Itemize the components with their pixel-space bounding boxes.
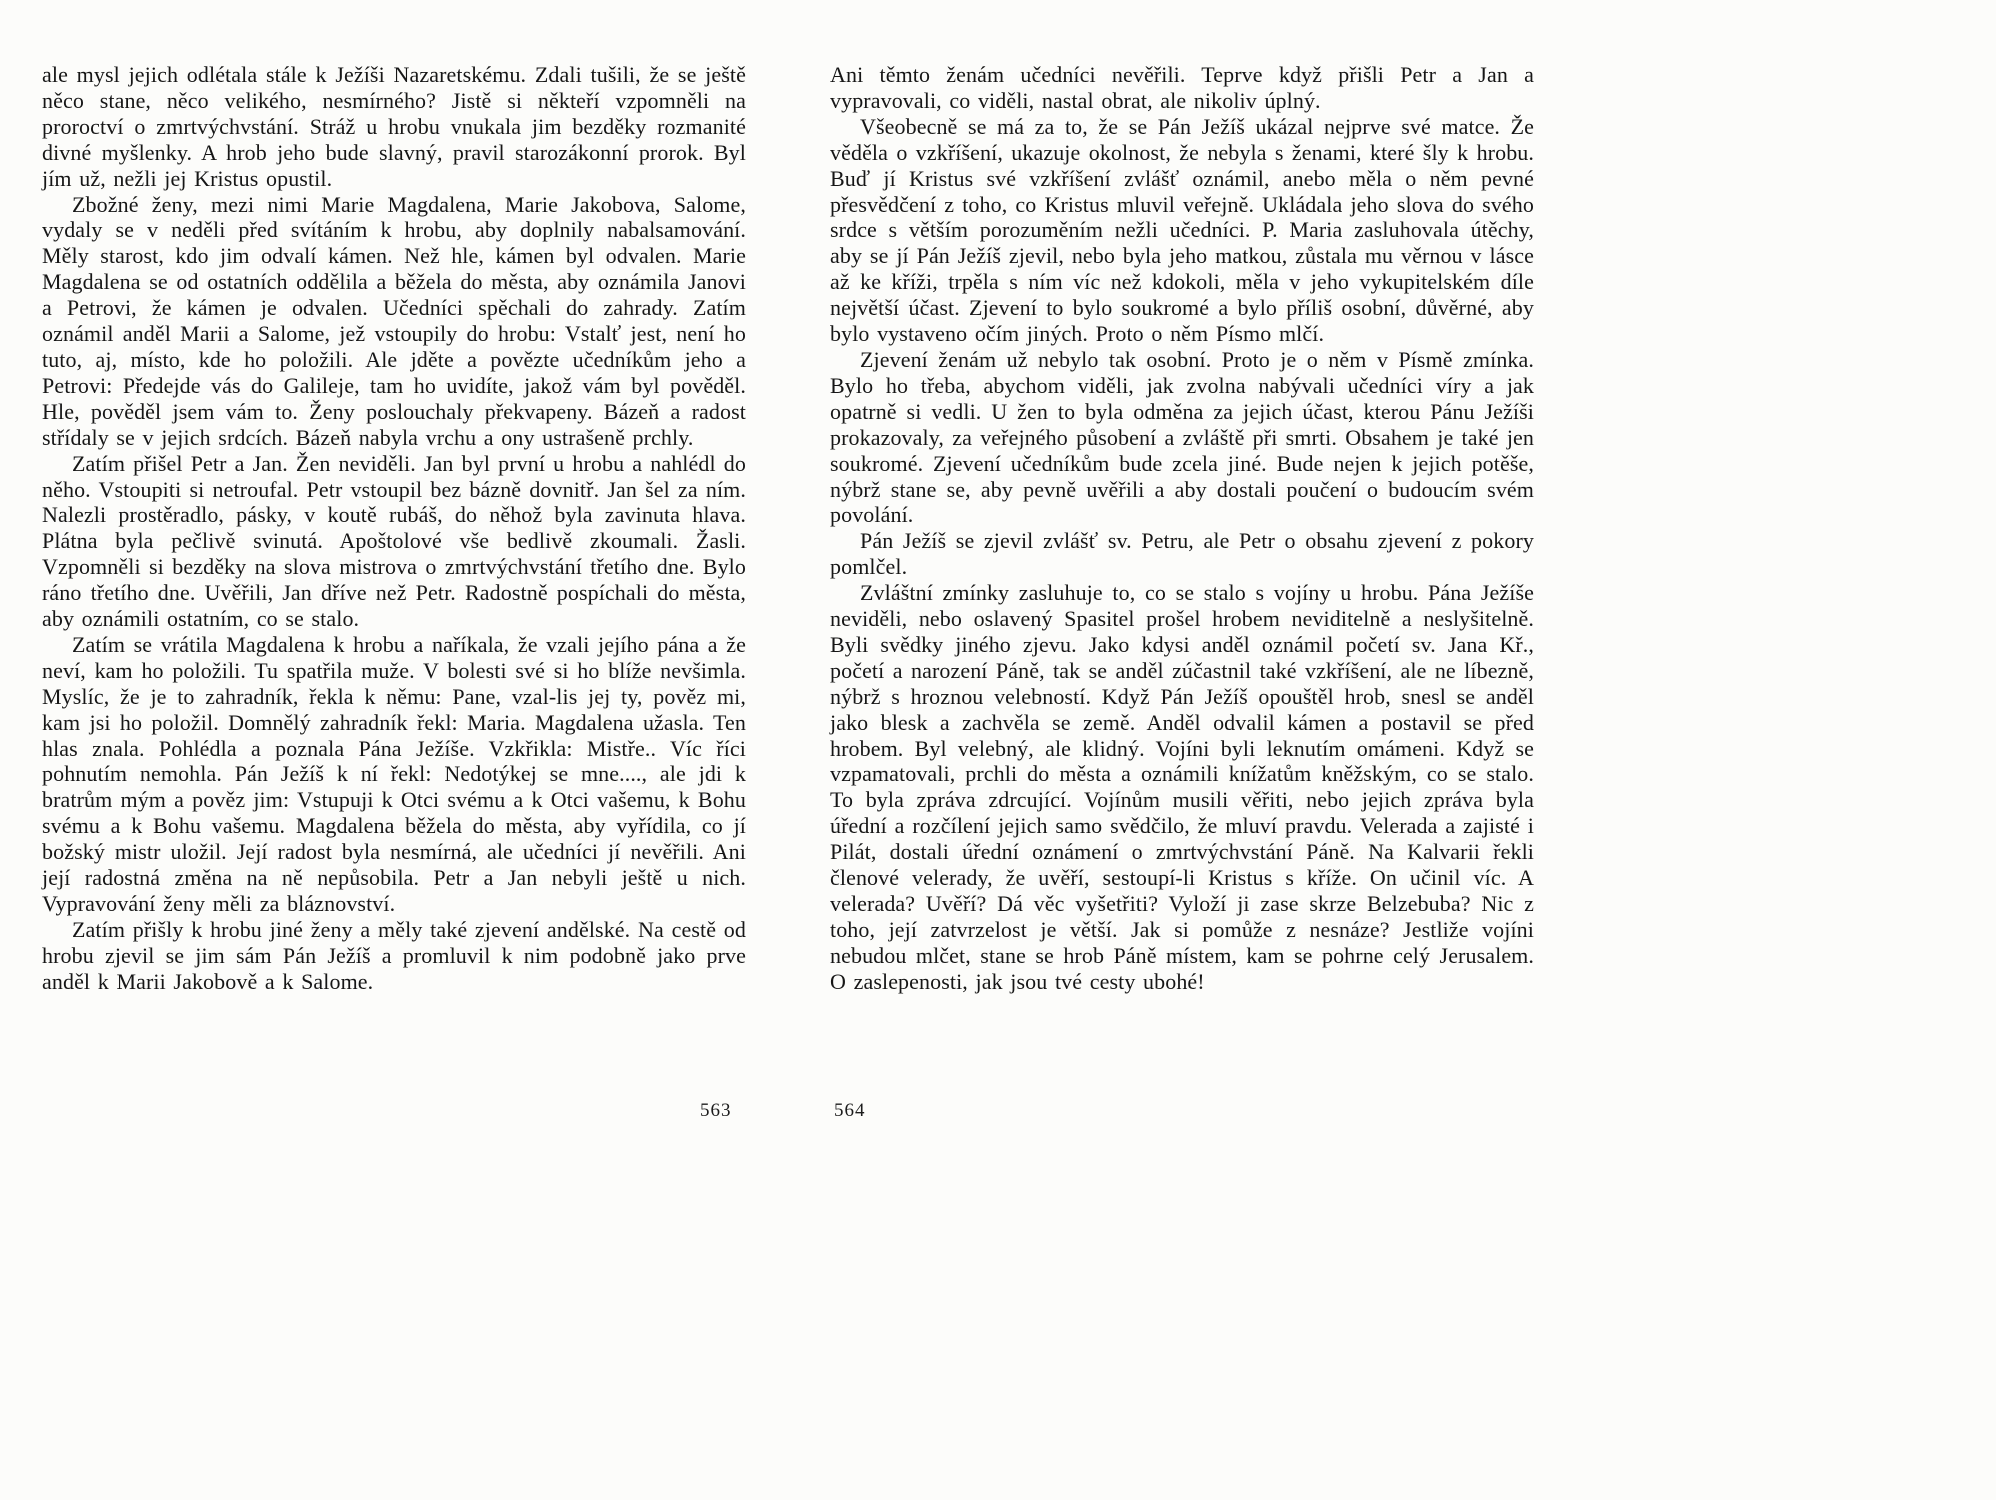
page-number-right: 564 xyxy=(834,1100,866,1121)
page-number-left: 563 xyxy=(700,1100,732,1121)
paragraph: Zvláštní zmínky zasluhuje to, co se stalo s vojíny u hrobu. Pána Ježíše neviděli, nebo oslavený Spasitel prošel hrobem neviditelně a neslyšitelně. Byli svědky jiného zjevu. Jako kdysi anděl oznámil početí sv. Jana Kř., početí a narození Páně, tak se anděl zúčastnil také vzkříšení, ale ne líbezně, nýbrž s hroznou velebností. Když Pán Ježíš opouštěl hrob, snesl se anděl jako blesk a zachvěla se země. Anděl odvalil kámen a postavil se před hrobem. Byl velebný, ale klidný. Vojíni byli leknutím omámeni. Když se vzpamatovali, prchli do města a oznámili knížatům kněžským, co se stalo. To byla zpráva zdrcující. Vojínům musili věřiti, nebo jejich zpráva byla úřední a rozčílení jejich samo svědčilo, že mluví pravdu. Velerada a zajisté i Pilát, dostali úřední oznámení o zmrtvýchvstání Páně. Na Kalvarii řekli členové velerady, že uvěří, sestoupí-li Kristus s kříže. On učinil víc. A velerada? Uvěří? Dá věc vyšetřiti? Vyloží ji zase skrze Belzebuba? Nic z toho, její zatvrzelost je větší. Jak si pomůže z nesnáze? Jestliže vojíni nebudou mlčet, stane se hrob Páně místem, kam se pohrne celý Jerusalem. O zaslepenosti, jak jsou tvé cesty ubohé! xyxy=(830,580,1534,994)
paragraph: ale mysl jejich odlétala stále k Ježíši Nazaretskému. Zdali tušili, že se ještě něco stane, něco velikého, nesmírného? Jistě si někteří vzpomněli na proroctví o zmrtvýchvstání. Stráž u hrobu vnukala jim bezděky rozmanité divné myšlenky. A hrob jeho bude slavný, pravil starozákonní prorok. Byl jím už, nežli jej Kristus opustil. xyxy=(42,62,746,191)
paragraph: Zatím přišly k hrobu jiné ženy a měly také zjevení andělské. Na cestě od hrobu zjevil se jim sám Pán Ježíš a promluvil k nim podobně jako prve anděl k Marii Jakobově a k Salome. xyxy=(42,916,746,994)
paragraph: Pán Ježíš se zjevil zvlášť sv. Petru, ale Petr o obsahu zjevení z pokory pomlčel. xyxy=(830,528,1534,580)
paragraph: Ani těmto ženám učedníci nevěřili. Teprve když přišli Petr a Jan a vypravovali, co viděli, nastal obrat, ale nikoliv úplný. xyxy=(830,62,1534,113)
page-right-text-column xyxy=(830,62,1534,995)
paragraph: Zbožné ženy, mezi nimi Marie Magdalena, Marie Jakobova, Salome, vydaly se v neděli před svítáním k hrobu, aby doplnily nabalsamování. Měly starost, kdo jim odvalí kámen. Než hle, kámen byl odvalen. Marie Magdalena se od ostatních oddělila a běžela do města, aby oznámila Janovi a Petrovi, že kámen je odvalen. Učedníci spěchali do zahrady. Zatím oznámil anděl Marii a Salome, jež vstoupily do hrobu: Vstalť jest, není ho tuto, aj, místo, kde ho položili. Ale jděte a povězte učedníkům jeho a Petrovi: Předejde vás do Galileje, tam ho uvidíte, jakož vám byl pověděl. Hle, pověděl jsem vám to. Ženy poslouchaly překvapeny. Bázeň a radost střídaly se v jejich srdcích. Bázeň nabyla vrchu a ony ustrašeně prchly. xyxy=(42,191,746,450)
page-left-text-column xyxy=(42,62,746,995)
paragraph: Všeobecně se má za to, že se Pán Ježíš ukázal nejprve své matce. Že věděla o vzkříšení, ukazuje okolnost, že nebyla s ženami, které šly k hrobu. Buď jí Kristus své vzkříšení zvlášť oznámil, anebo měla o něm pevné přesvědčení z toho, co Kristus mluvil veřejně. Ukládala jeho slova do svého srdce s větším porozuměním nežli učedníci. P. Maria zasluhovala útěchy, aby se jí Pán Ježíš zjevil, nebo byla jeho matkou, zůstala mu věrnou v lásce až ke kříži, trpěla s ním víc než kdokoli, měla v jeho vykupitelském díle největší účast. Zjevení to bylo soukromé a bylo příliš osobní, důvěrné, aby bylo vystaveno očím jiných. Proto o něm Písmo mlčí. xyxy=(830,113,1534,347)
paragraph: Zjevení ženám už nebylo tak osobní. Proto je o něm v Písmě zmínka. Bylo ho třeba, abychom viděli, jak zvolna nabývali učedníci víry a jak opatrně si vedli. U žen to byla odměna za jejich účast, kterou Pánu Ježíši prokazovaly, za veřejného působení a zvláště při smrti. Obsahem je také jen soukromé. Zjevení učedníkům bude zcela jiné. Bude nejen k jejich potěše, nýbrž stane se, aby pevně uvěřili a aby dostali poučení o budoucím svém povolání. xyxy=(830,346,1534,528)
paragraph: Zatím se vrátila Magdalena k hrobu a naříkala, že vzali jejího pána a že neví, kam ho položili. Tu spatřila muže. V bolesti své si ho blíže nevšimla. Myslíc, že je to zahradník, řekla k němu: Pane, vzal-lis jej ty, pověz mi, kam jsi ho položil. Domnělý zahradník řekl: Maria. Magdalena užasla. Ten hlas znala. Pohlédla a poznala Pána Ježíše. Vzkřikla: Mistře.. Víc říci pohnutím nemohla. Pán Ježíš k ní řekl: Nedotýkej se mne...., ale jdi k bratrům mým a pověz jim: Vstupuji k Otci svému a k Otci vašemu, k Bohu svému a k Bohu vašemu. Magdalena běžela do města, aby vyřídila, co jí božský mistr uložil. Její radost byla nesmírná, ale učedníci jí nevěřili. Ani její radostná změna na ně nepůsobila. Petr a Jan nebyli ještě u nich. Vypravování ženy měli za bláznovství. xyxy=(42,631,746,916)
paragraph: Zatím přišel Petr a Jan. Žen neviděli. Jan byl první u hrobu a nahlédl do něho. Vstoupiti si netroufal. Petr vstoupil bez bázně dovnitř. Jan šel za ním. Nalezli prostěradlo, pásky, v koutě rubáš, do něhož byla zavinuta hlava. Plátna byla pečlivě svinutá. Apoštolové vše bedlivě zkoumali. Žasli. Vzpomněli si bezděky na slova mistrova o zmrtvýchvstání třetího dne. Bylo ráno třetího dne. Uvěřili, Jan dříve než Petr. Radostně pospíchali do města, aby oznámili ostatním, co se stalo. xyxy=(42,450,746,632)
